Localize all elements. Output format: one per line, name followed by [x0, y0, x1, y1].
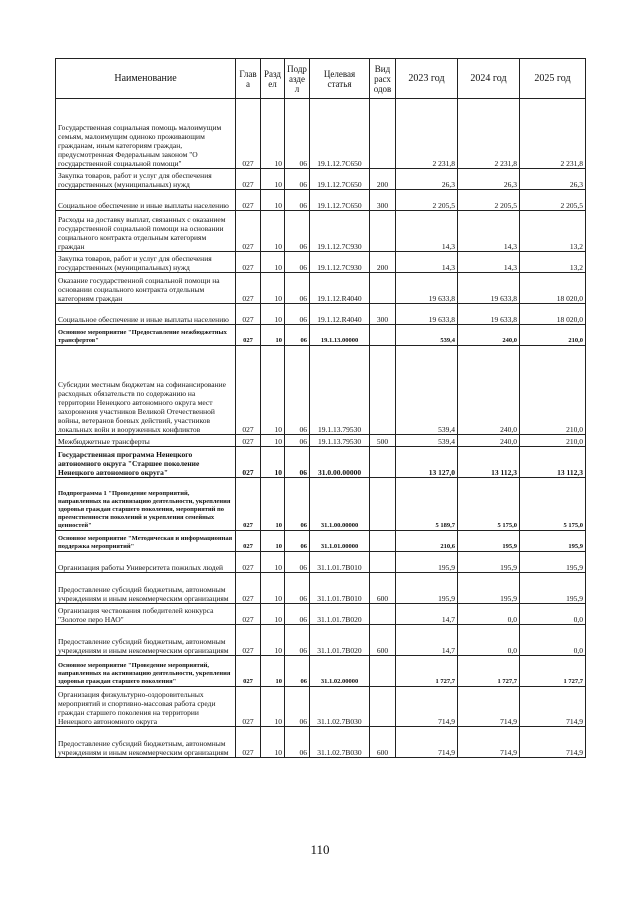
cell-name: Основное мероприятие "Методическая и информационная поддержка мероприятий" [56, 531, 236, 552]
cell-value-2025: 210,0 [520, 435, 586, 447]
header-expense-type: Вид расх одов [370, 59, 396, 99]
table-row [56, 252, 586, 273]
budget-table [55, 58, 586, 758]
cell-name: Социальное обеспечение и иные выплаты населению [56, 190, 236, 211]
cell-name: Предоставление субсидий бюджетным, автономным учреждениям и иным некоммерческим организациям [56, 625, 236, 656]
cell-name: Государственная программа Ненецкого автономного округа "Старшее поколение Ненецкого автономного округа" [56, 447, 236, 478]
cell-chapter: 027 [236, 531, 261, 552]
cell-expense-type [370, 604, 396, 625]
table-row [56, 478, 586, 531]
cell-target-article: 31.1.02.00000 [310, 656, 370, 687]
cell-chapter: 027 [236, 169, 261, 190]
cell-subsection: 06 [285, 552, 310, 573]
cell-value-2023: 19 633,8 [396, 304, 458, 325]
cell-expense-type [370, 531, 396, 552]
cell-target-article: 19.1.12.7С930 [310, 211, 370, 252]
cell-value-2025: 5 175,0 [520, 478, 586, 531]
table-row [56, 211, 586, 252]
cell-expense-type [370, 325, 396, 346]
header-year-2024: 2024 год [458, 59, 520, 99]
table-row [56, 304, 586, 325]
cell-value-2025: 26,3 [520, 169, 586, 190]
cell-target-article: 19.1.12.7С650 [310, 99, 370, 169]
cell-expense-type [370, 552, 396, 573]
cell-name: Закупка товаров, работ и услуг для обеспечения государственных (муниципальных) нужд [56, 252, 236, 273]
table-row [56, 190, 586, 211]
cell-value-2023: 2 231,8 [396, 99, 458, 169]
table-row [56, 687, 586, 727]
cell-subsection: 06 [285, 273, 310, 304]
cell-value-2023: 26,3 [396, 169, 458, 190]
cell-value-2023: 539,4 [396, 435, 458, 447]
cell-expense-type: 600 [370, 727, 396, 758]
cell-name: Субсидии местным бюджетам на софинансирование расходных обязательств по содержанию на территории Ненецкого автономного округа мест захоронения участников Великой Отечественной войны, ветеранов боевых действий, участников локальных войн и вооруженных конфликтов [56, 346, 236, 435]
cell-value-2024: 19 633,8 [458, 304, 520, 325]
cell-value-2025: 210,0 [520, 346, 586, 435]
cell-value-2023: 195,9 [396, 573, 458, 604]
cell-name: Предоставление субсидий бюджетным, автономным учреждениям и иным некоммерческим организациям [56, 727, 236, 758]
cell-expense-type: 500 [370, 435, 396, 447]
cell-value-2024: 714,9 [458, 687, 520, 727]
cell-name: Расходы на доставку выплат, связанных с оказанием государственной социальной помощи на основании социального контракта отдельным категориям граждан [56, 211, 236, 252]
table-row [56, 552, 586, 573]
cell-section: 10 [261, 304, 285, 325]
cell-target-article: 31.1.01.00000 [310, 531, 370, 552]
cell-value-2024: 14,3 [458, 211, 520, 252]
cell-value-2025: 18 020,0 [520, 304, 586, 325]
cell-chapter: 027 [236, 252, 261, 273]
cell-name: Основное мероприятие "Проведение мероприятий, направленных на активизацию деятельности, укрепления здоровья граждан старшего поколения" [56, 656, 236, 687]
cell-value-2025: 714,9 [520, 727, 586, 758]
page-number: 110 [310, 842, 330, 857]
cell-value-2024: 5 175,0 [458, 478, 520, 531]
header-subsection: Подр азде л [285, 59, 310, 99]
cell-subsection: 06 [285, 190, 310, 211]
cell-expense-type [370, 273, 396, 304]
cell-chapter: 027 [236, 99, 261, 169]
cell-value-2023: 714,9 [396, 727, 458, 758]
table-body [56, 99, 586, 758]
cell-subsection: 06 [285, 211, 310, 252]
cell-value-2023: 210,6 [396, 531, 458, 552]
cell-section: 10 [261, 211, 285, 252]
table-row [56, 99, 586, 169]
header-chapter: Глав а [236, 59, 261, 99]
cell-chapter: 027 [236, 478, 261, 531]
header-year-2025: 2025 год [520, 59, 586, 99]
cell-chapter: 027 [236, 656, 261, 687]
table-row [56, 625, 586, 656]
cell-target-article: 31.0.00.00000 [310, 447, 370, 478]
cell-subsection: 06 [285, 304, 310, 325]
cell-chapter: 027 [236, 325, 261, 346]
table-row [56, 727, 586, 758]
cell-value-2025: 195,9 [520, 552, 586, 573]
cell-chapter: 027 [236, 211, 261, 252]
cell-name: Предоставление субсидий бюджетным, автономным учреждениям и иным некоммерческим организациям [56, 573, 236, 604]
cell-value-2024: 195,9 [458, 552, 520, 573]
cell-value-2025: 195,9 [520, 531, 586, 552]
cell-value-2025: 714,9 [520, 687, 586, 727]
cell-name: Социальное обеспечение и иные выплаты населению [56, 304, 236, 325]
table-row [56, 346, 586, 435]
cell-value-2023: 5 189,7 [396, 478, 458, 531]
cell-section: 10 [261, 190, 285, 211]
table-row [56, 325, 586, 346]
cell-target-article: 19.1.13.00000 [310, 325, 370, 346]
cell-value-2023: 539,4 [396, 325, 458, 346]
cell-section: 10 [261, 447, 285, 478]
cell-subsection: 06 [285, 687, 310, 727]
cell-value-2023: 14,7 [396, 604, 458, 625]
table-row [56, 604, 586, 625]
cell-value-2024: 2 231,8 [458, 99, 520, 169]
cell-value-2023: 14,3 [396, 211, 458, 252]
cell-expense-type: 600 [370, 573, 396, 604]
cell-expense-type [370, 656, 396, 687]
cell-chapter: 027 [236, 435, 261, 447]
cell-section: 10 [261, 573, 285, 604]
cell-section: 10 [261, 169, 285, 190]
cell-subsection: 06 [285, 727, 310, 758]
cell-expense-type: 300 [370, 190, 396, 211]
cell-chapter: 027 [236, 273, 261, 304]
cell-expense-type [370, 447, 396, 478]
cell-section: 10 [261, 478, 285, 531]
header-section: Разд ел [261, 59, 285, 99]
cell-value-2023: 714,9 [396, 687, 458, 727]
cell-subsection: 06 [285, 573, 310, 604]
cell-value-2025: 13,2 [520, 252, 586, 273]
cell-section: 10 [261, 552, 285, 573]
cell-target-article: 31.1.02.7В030 [310, 727, 370, 758]
cell-subsection: 06 [285, 99, 310, 169]
header-year-2023: 2023 год [396, 59, 458, 99]
cell-name: Организация физкультурно-оздоровительных мероприятий и спортивно-массовая работа среди граждан старшего поколения на территории Ненецкого автономного округа [56, 687, 236, 727]
cell-target-article: 31.1.01.7В020 [310, 604, 370, 625]
cell-name: Закупка товаров, работ и услуг для обеспечения государственных (муниципальных) нужд [56, 169, 236, 190]
cell-value-2025: 0,0 [520, 604, 586, 625]
cell-expense-type: 200 [370, 252, 396, 273]
cell-value-2023: 1 727,7 [396, 656, 458, 687]
cell-section: 10 [261, 273, 285, 304]
cell-chapter: 027 [236, 727, 261, 758]
cell-target-article: 19.1.12.R4040 [310, 273, 370, 304]
cell-name: Государственная социальная помощь малоимущим семьям, малоимущим одиноко проживающим гражданам, иным категориям граждан, предусмотренная Федеральным законом "О государственной социальной помощи" [56, 99, 236, 169]
cell-expense-type [370, 346, 396, 435]
cell-target-article: 19.1.13.79530 [310, 435, 370, 447]
cell-section: 10 [261, 531, 285, 552]
cell-value-2025: 0,0 [520, 625, 586, 656]
cell-chapter: 027 [236, 190, 261, 211]
cell-expense-type [370, 478, 396, 531]
cell-value-2025: 13,2 [520, 211, 586, 252]
cell-target-article: 19.1.12.7С930 [310, 252, 370, 273]
table-row [56, 531, 586, 552]
cell-value-2025: 2 205,5 [520, 190, 586, 211]
cell-value-2023: 14,7 [396, 625, 458, 656]
cell-section: 10 [261, 435, 285, 447]
cell-subsection: 06 [285, 325, 310, 346]
cell-value-2024: 19 633,8 [458, 273, 520, 304]
cell-target-article: 19.1.12.7С650 [310, 169, 370, 190]
cell-target-article: 31.1.00.00000 [310, 478, 370, 531]
table-row [56, 169, 586, 190]
cell-name: Подпрограмма 1 "Проведение мероприятий, направленных на активизацию деятельности, укрепления здоровья граждан старшего поколения, мероприятий по преемственности поколений и укрепления семейных ценностей" [56, 478, 236, 531]
cell-value-2023: 2 205,5 [396, 190, 458, 211]
cell-value-2025: 18 020,0 [520, 273, 586, 304]
cell-value-2023: 195,9 [396, 552, 458, 573]
cell-subsection: 06 [285, 604, 310, 625]
table-header-row [56, 59, 586, 99]
cell-subsection: 06 [285, 169, 310, 190]
table-row [56, 273, 586, 304]
cell-subsection: 06 [285, 625, 310, 656]
cell-value-2025: 195,9 [520, 573, 586, 604]
cell-target-article: 19.1.12.R4040 [310, 304, 370, 325]
cell-section: 10 [261, 325, 285, 346]
cell-value-2023: 14,3 [396, 252, 458, 273]
cell-value-2024: 1 727,7 [458, 656, 520, 687]
cell-target-article: 31.1.02.7В030 [310, 687, 370, 727]
cell-expense-type [370, 211, 396, 252]
cell-value-2023: 13 127,0 [396, 447, 458, 478]
cell-value-2023: 539,4 [396, 346, 458, 435]
cell-value-2023: 19 633,8 [396, 273, 458, 304]
cell-chapter: 027 [236, 346, 261, 435]
cell-value-2024: 240,0 [458, 325, 520, 346]
cell-chapter: 027 [236, 625, 261, 656]
cell-name: Основное мероприятие "Предоставление межбюджетных трансфертов" [56, 325, 236, 346]
cell-target-article: 31.1.01.7В020 [310, 625, 370, 656]
table-row [56, 656, 586, 687]
cell-subsection: 06 [285, 435, 310, 447]
table-row [56, 573, 586, 604]
cell-expense-type: 200 [370, 169, 396, 190]
cell-name: Организация работы Университета пожилых людей [56, 552, 236, 573]
cell-target-article: 19.1.12.7С650 [310, 190, 370, 211]
cell-chapter: 027 [236, 604, 261, 625]
cell-value-2025: 13 112,3 [520, 447, 586, 478]
cell-target-article: 19.1.13.79530 [310, 346, 370, 435]
header-target-article: Целевая статья [310, 59, 370, 99]
cell-value-2024: 240,0 [458, 346, 520, 435]
cell-name: Межбюджетные трансферты [56, 435, 236, 447]
cell-name: Организация чествования победителей конкурса "Золотое перо НАО" [56, 604, 236, 625]
cell-subsection: 06 [285, 478, 310, 531]
table-row [56, 447, 586, 478]
cell-value-2025: 210,0 [520, 325, 586, 346]
cell-subsection: 06 [285, 656, 310, 687]
cell-chapter: 027 [236, 687, 261, 727]
budget-table-sheet [55, 58, 585, 758]
cell-value-2024: 195,9 [458, 531, 520, 552]
cell-expense-type [370, 687, 396, 727]
table-row [56, 435, 586, 447]
cell-chapter: 027 [236, 552, 261, 573]
cell-expense-type: 600 [370, 625, 396, 656]
cell-section: 10 [261, 687, 285, 727]
cell-value-2024: 195,9 [458, 573, 520, 604]
cell-value-2024: 0,0 [458, 625, 520, 656]
cell-value-2024: 2 205,5 [458, 190, 520, 211]
cell-subsection: 06 [285, 447, 310, 478]
cell-target-article: 31.1.01.7В010 [310, 573, 370, 604]
cell-chapter: 027 [236, 304, 261, 325]
cell-expense-type [370, 99, 396, 169]
cell-value-2024: 13 112,3 [458, 447, 520, 478]
cell-subsection: 06 [285, 252, 310, 273]
cell-section: 10 [261, 604, 285, 625]
cell-section: 10 [261, 727, 285, 758]
cell-value-2024: 714,9 [458, 727, 520, 758]
cell-section: 10 [261, 625, 285, 656]
cell-value-2024: 14,3 [458, 252, 520, 273]
cell-value-2024: 240,0 [458, 435, 520, 447]
cell-name: Оказание государственной социальной помощи на основании социального контракта отдельным категориям граждан [56, 273, 236, 304]
cell-section: 10 [261, 99, 285, 169]
cell-chapter: 027 [236, 447, 261, 478]
cell-chapter: 027 [236, 573, 261, 604]
cell-value-2024: 0,0 [458, 604, 520, 625]
cell-value-2025: 2 231,8 [520, 99, 586, 169]
cell-expense-type: 300 [370, 304, 396, 325]
cell-section: 10 [261, 656, 285, 687]
cell-value-2024: 26,3 [458, 169, 520, 190]
cell-target-article: 31.1.01.7В010 [310, 552, 370, 573]
cell-subsection: 06 [285, 531, 310, 552]
cell-subsection: 06 [285, 346, 310, 435]
cell-section: 10 [261, 252, 285, 273]
cell-section: 10 [261, 346, 285, 435]
header-name: Наименование [56, 59, 236, 99]
cell-value-2025: 1 727,7 [520, 656, 586, 687]
